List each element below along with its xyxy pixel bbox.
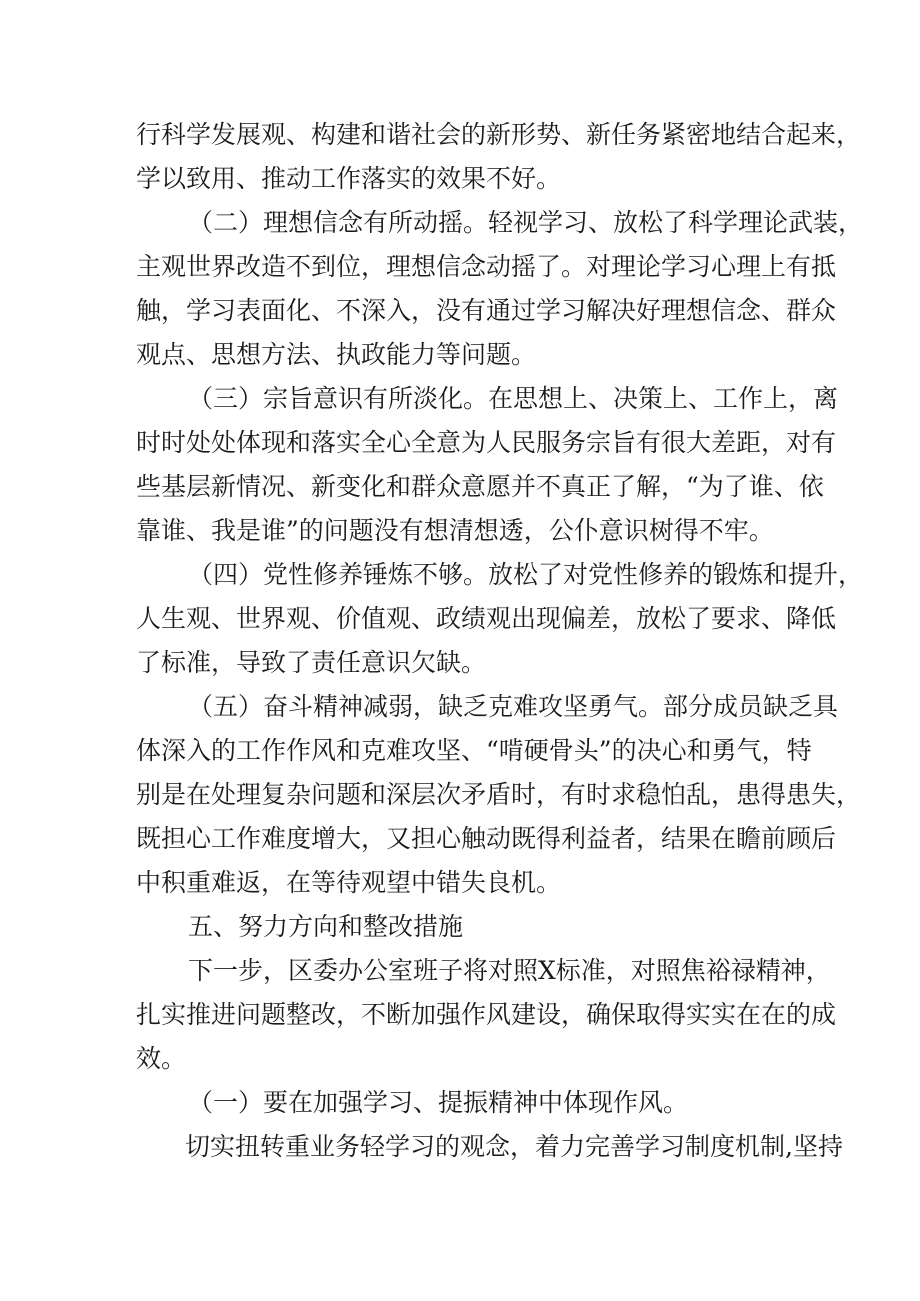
paragraph-line-9: 些基层新情况、新变化和群众意愿并不真正了解，“为了谁、依 bbox=[136, 472, 824, 501]
section-heading-5-line: （五）奋斗精神减弱，缺乏克难攻坚勇气。部分成员缺乏具 bbox=[188, 692, 839, 721]
paragraph-line-13: 了标准，导致了责任意识欠缺。 bbox=[136, 648, 487, 677]
paragraph-line-12: 人生观、世界观、价值观、政绩观出现偏差，放松了要求、降低 bbox=[136, 604, 837, 633]
paragraph-line-20: 下一步，区委办公室班子将对照X标准，对照焦裕禄精神， bbox=[188, 956, 831, 985]
section-heading-3-line: （三）宗旨意识有所淡化。在思想上、决策上、工作上，离 bbox=[188, 384, 839, 413]
section-heading-2-line: （二）理想信念有所动摇。轻视学习、放松了科学理论武装， bbox=[188, 208, 864, 237]
paragraph-line-4: 主观世界改造不到位，理想信念动摇了。对理论学习心理上有抵 bbox=[136, 252, 837, 281]
paragraph-line-24: 切实扭转重业务轻学习的观念，着力完善学习制度机制,坚持 bbox=[185, 1132, 843, 1161]
paragraph-line-18: 中积重难返，在等待观望中错失良机。 bbox=[136, 868, 562, 897]
paragraph-line-1: 行科学发展观、构建和谐社会的新形势、新任务紧密地结合起来， bbox=[136, 120, 862, 149]
paragraph-line-8: 时时处处体现和落实全心全意为人民服务宗旨有很大差距，对有 bbox=[136, 428, 837, 457]
paragraph-line-21: 扎实推进问题整改，不断加强作风建设，确保取得实实在在的成 bbox=[136, 1000, 837, 1029]
paragraph-line-6: 观点、思想方法、执政能力等问题。 bbox=[136, 340, 537, 369]
section-heading-4-line: （四）党性修养锤炼不够。放松了对党性修养的锻炼和提升， bbox=[188, 560, 864, 589]
paragraph-line-10: 靠谁、我是谁”的问题没有想清想透，公仆意识树得不牢。 bbox=[136, 516, 774, 545]
subsection-heading-1: （一）要在加强学习、提振精神中体现作风。 bbox=[188, 1088, 689, 1117]
paragraph-line-17: 既担心工作难度增大，又担心触动既得利益者，结果在瞻前顾后 bbox=[136, 824, 837, 853]
paragraph-line-2: 学以致用、推动工作落实的效果不好。 bbox=[136, 164, 562, 193]
paragraph-line-22: 效。 bbox=[136, 1044, 187, 1073]
paragraph-line-16: 别是在处理复杂问题和深层次矛盾时，有时求稳怕乱，患得患失， bbox=[136, 780, 862, 809]
paragraph-line-15: 体深入的工作作风和克难攻坚、“啃硬骨头”的决心和勇气，特 bbox=[136, 736, 812, 765]
paragraph-line-5: 触，学习表面化、不深入，没有通过学习解决好理想信念、群众 bbox=[136, 296, 837, 325]
chapter-heading: 五、努力方向和整改措施 bbox=[188, 912, 464, 941]
